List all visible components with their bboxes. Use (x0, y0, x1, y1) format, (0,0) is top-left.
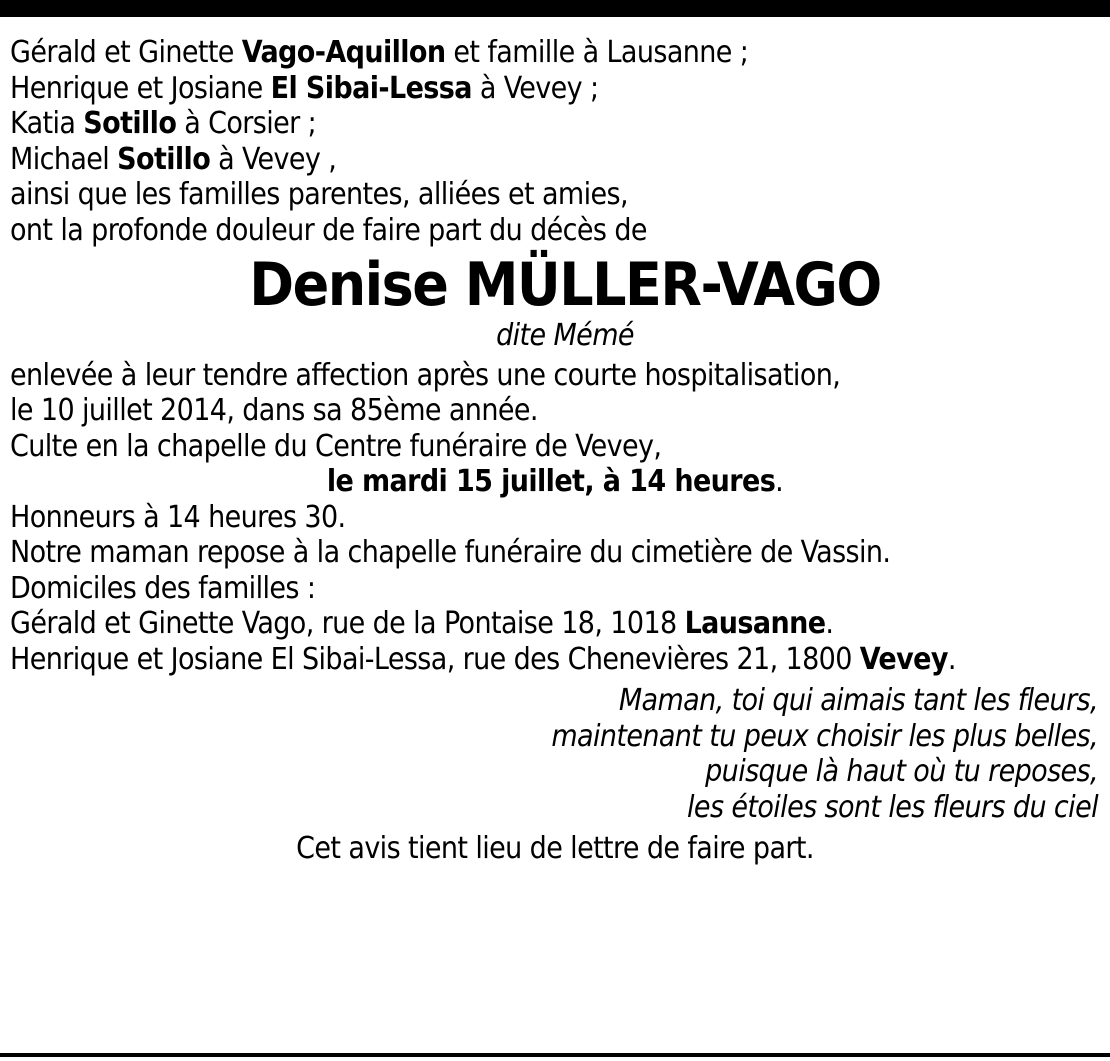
deceased-name: Denise MÜLLER-VAGO (249, 250, 881, 320)
family-location: et famille à Lausanne ; (445, 35, 749, 70)
poem-line: puisque là haut où tu reposes, (705, 754, 1098, 789)
poem-line: les étoiles sont les fleurs du ciel (687, 789, 1098, 825)
family-surname: Sotillo (83, 106, 177, 141)
top-border-rule (0, 0, 1110, 17)
family-location: à Corsier ; (176, 106, 317, 141)
family-first-names: Gérald et Ginette (10, 35, 242, 70)
intro-line: ainsi que les familles parentes, alliées et amies, (10, 177, 628, 212)
detail-line: Culte en la chapelle du Centre funéraire de Vevey, (10, 428, 662, 464)
detail-line: Domiciles des familles : (10, 570, 316, 606)
address-text: Henrique et Josiane El Sibai-Lessa, rue des Chenevières 21, 1800 (10, 641, 860, 677)
intro-line: ont la profonde douleur de faire part du décès de (10, 212, 647, 248)
family-first-names: Michael (10, 141, 118, 177)
service-time: le mardi 15 juillet, à 14 heures (326, 464, 776, 499)
family-first-names: Katia (10, 106, 84, 141)
service-time-line (10, 464, 1100, 500)
poem (10, 683, 1100, 825)
family-surname: Sotillo (117, 141, 211, 177)
obituary-notice (10, 35, 1100, 867)
family-line (10, 35, 1100, 71)
detail-line: Honneurs à 14 heures 30. (10, 499, 346, 535)
detail-line: le 10 juillet 2014, dans sa 85ème année. (10, 393, 538, 428)
address-city: Vevey (859, 641, 948, 677)
service-time-punct: . (775, 464, 784, 499)
bottom-border-rule (0, 1053, 1110, 1057)
address-line (10, 642, 1100, 678)
address-line (10, 606, 1100, 642)
detail-line: enlevée à leur tendre affection après une courte hospitalisation, (10, 357, 841, 393)
address-text: Gérald et Ginette Vago, rue de la Pontaise 18, 1018 (10, 606, 685, 641)
address-punct: . (825, 606, 834, 641)
family-location: à Vevey , (210, 141, 337, 177)
family-line (10, 106, 1100, 142)
family-surname: Vago-Aquillon (241, 35, 446, 70)
family-surname: El Sibai-Lessa (270, 70, 472, 106)
family-line (10, 142, 1100, 178)
poem-line: Maman, toi qui aimais tant les fleurs, (618, 683, 1098, 718)
closing-note: Cet avis tient lieu de lettre de faire part. (296, 831, 814, 866)
address-city: Lausanne (684, 606, 826, 641)
poem-line: maintenant tu peux choisir les plus belles, (551, 718, 1098, 754)
address-punct: . (947, 641, 956, 677)
detail-line: Notre maman repose à la chapelle funéraire du cimetière de Vassin. (10, 535, 891, 570)
family-location: à Vevey ; (471, 70, 599, 106)
deceased-nickname: dite Mémé (496, 318, 634, 353)
family-first-names: Henrique et Josiane (10, 70, 271, 106)
family-line (10, 71, 1100, 107)
